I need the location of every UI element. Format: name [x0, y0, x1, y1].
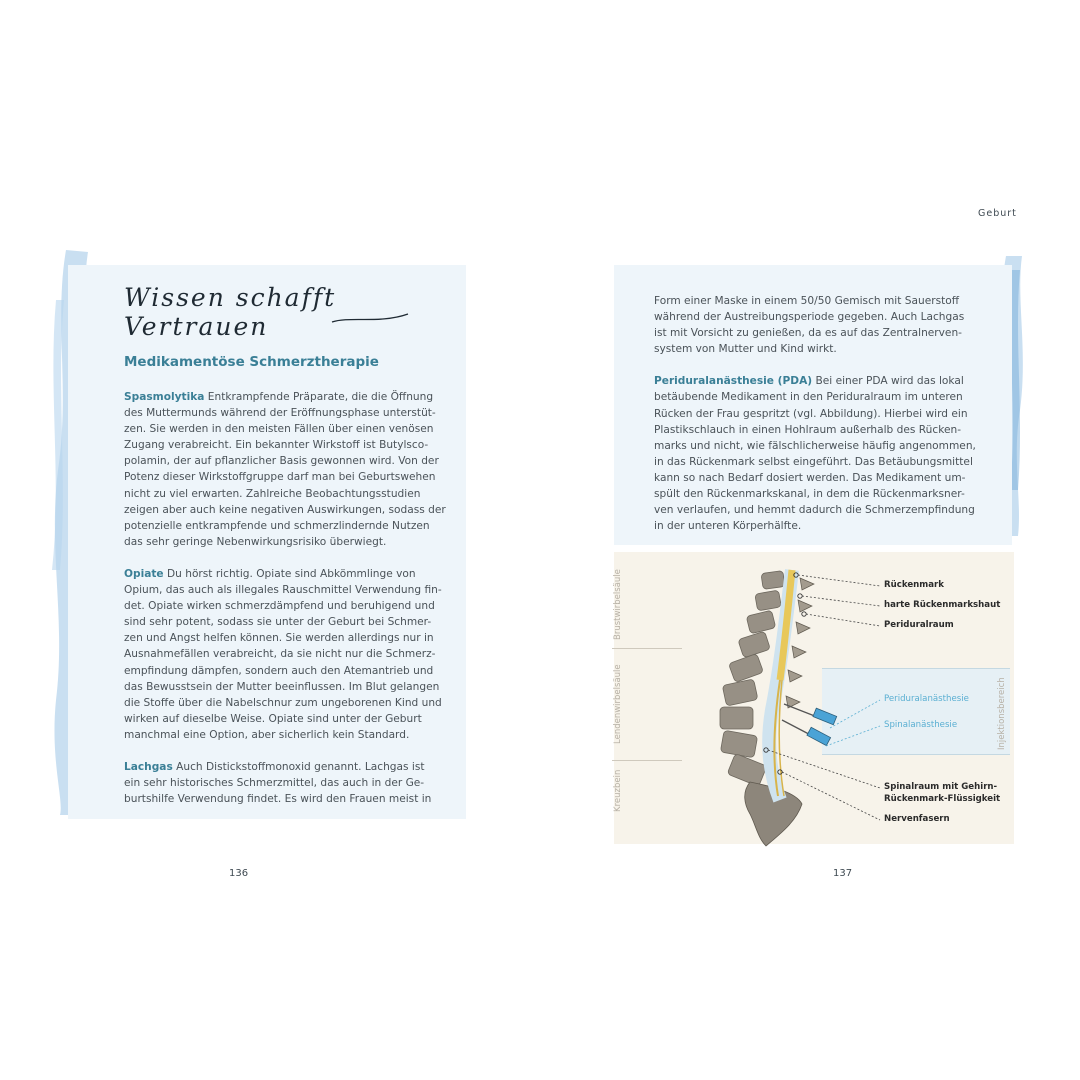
running-head: Geburt: [978, 208, 1017, 219]
text-line: das Bewusstsein der Mutter beeinflussen. Im Blut gelangen: [124, 680, 440, 693]
text-line: Entkrampfende Präparate, die die Öffnung: [204, 391, 434, 403]
label-lumbar-spine: Lendenwirbelsäule: [613, 664, 623, 744]
term-lachgas: Lachgas: [124, 760, 173, 773]
text-line: ein sehr historisches Schmerzmittel, das auch in der Ge-: [124, 777, 425, 790]
text-line: Auch Distickstoffmonoxid genannt. Lachgas ist: [172, 760, 425, 773]
term-opiate: Opiate: [124, 567, 164, 580]
label-epidural-space: Periduralraum: [884, 620, 954, 630]
page-number-right: 137: [833, 868, 853, 879]
label-spinal-anesthesia: Spinalanästhesie: [884, 720, 958, 730]
text-line: ven verlaufen, und hemmt dadurch die Schmerzempfindung: [654, 504, 975, 517]
text-line: kann so nach Bedarf dosiert werden. Das Medikament um-: [654, 471, 966, 484]
label-spinal-space-line: Spinalraum mit Gehirn-: [884, 782, 998, 792]
region-divider: [612, 760, 682, 761]
paragraph-pda: [654, 373, 974, 534]
section-heading: Medikamentöse Schmerztherapie: [124, 354, 379, 370]
text-line: spült den Rückenmarkskanal, in dem die Rückenmarksner-: [654, 488, 965, 501]
paragraph-lachgas-continued: [654, 293, 974, 357]
text-line: manchmal eine Option, aber sicherlich kein Standard.: [124, 728, 410, 741]
paragraph-opiate: [124, 566, 444, 743]
label-dura: harte Rückenmarkshaut: [884, 600, 1001, 610]
text-line: Opium, das auch als illegales Rauschmittel Verwendung fin-: [124, 584, 442, 597]
text-line: det. Opiate wirken schmerzdämpfend und beruhigend und: [124, 600, 435, 613]
text-line: Potenz dieser Wirkstoffgruppe darf man bei Geburtswehen: [124, 471, 436, 484]
text-line: in der unteren Körperhälfte.: [654, 520, 802, 533]
text-line: wirken auf dieselbe Weise. Opiate sind unter der Geburt: [124, 712, 422, 725]
text-line: während der Austreibungsperiode gegeben. Auch Lachgas: [654, 311, 965, 324]
text-line: betäubende Medikament in den Periduralraum im unteren: [654, 391, 963, 404]
label-sacrum: Kreuzbein: [613, 769, 623, 812]
region-divider: [612, 648, 682, 649]
text-line: Plastikschlauch in einen Hohlraum außerhalb des Rücken-: [654, 423, 962, 436]
text-line: Form einer Maske in einem 50/50 Gemisch mit Sauerstoff: [654, 295, 960, 307]
text-line: Ausnahmefällen verabreicht, da sie nicht nur die Schmerz-: [124, 648, 436, 661]
text-line: des Muttermunds während der Eröffnungsphase unterstüt-: [124, 407, 436, 420]
text-line: zeigen aber auch keine negativen Auswirkungen, sodass der: [124, 503, 446, 516]
right-text-column: [654, 293, 974, 550]
text-line: Du hörst richtig. Opiate sind Abkömmlinge von: [163, 567, 416, 580]
label-epidural-anesthesia: Periduralanästhesie: [884, 694, 969, 704]
text-line: empfindung dämpfen, sondern auch den Atemantrieb und: [124, 664, 434, 677]
leader-lines: [690, 560, 890, 840]
text-line: in das Rückenmark selbst eingeführt. Das Betäubungsmittel: [654, 455, 973, 468]
paragraph-lachgas: [124, 759, 444, 807]
label-spinal-space-line: Rückenmark-Flüssigkeit: [884, 793, 1001, 804]
paragraph-spasmolytika: [124, 389, 444, 550]
text-line: die Stoffe über die Nabelschnur zum ungeborenen Kind und: [124, 696, 442, 709]
label-thoracic-spine: Brustwirbelsäule: [613, 569, 623, 640]
text-line: system von Mutter und Kind wirkt.: [654, 343, 837, 356]
text-line: ist mit Vorsicht zu genießen, da es auf das Zentralnerven-: [654, 327, 962, 340]
page-number-left: 136: [229, 868, 249, 879]
label-nerve-fibers: Nervenfasern: [884, 814, 950, 824]
term-pda: Periduralanästhesie (PDA): [654, 375, 813, 388]
text-line: zen. Sie werden in den meisten Fällen über einen venösen: [124, 423, 434, 436]
left-text-column: [124, 389, 444, 823]
text-line: marks und nicht, wie fälschlicherweise häufig angenommen,: [654, 439, 976, 452]
text-line: Rücken der Frau gespritzt (vgl. Abbildung). Hierbei wird ein: [654, 407, 968, 420]
label-spinal-space: [884, 782, 1000, 805]
text-line: potenzielle entkrampfende und schmerzlindernde Nutzen: [124, 519, 430, 532]
text-line: das sehr geringe Nebenwirkungsrisiko überwiegt.: [124, 535, 387, 548]
term-spasmolytika: Spasmolytika: [124, 391, 205, 403]
text-line: polamin, der auf pflanzlicher Basis gewonnen wird. Von der: [124, 455, 439, 468]
text-line: Bei einer PDA wird das lokal: [812, 375, 964, 388]
text-line: burtshilfe Verwendung findet. Es wird den Frauen meist in: [124, 793, 432, 806]
title-underline-flourish: [330, 312, 410, 326]
label-spinal-cord: Rückenmark: [884, 580, 944, 590]
label-injection-area: Injektionsbereich: [997, 677, 1007, 750]
text-line: Zugang verabreicht. Ein bekannter Wirkstoff ist Butylsco-: [124, 439, 429, 452]
text-line: nicht zu viel erwarten. Zahlreiche Beobachtungsstudien: [124, 487, 421, 500]
text-line: sind sehr potent, sodass sie unter der Geburt bei Schmer-: [124, 616, 432, 629]
script-title: Wissen schafft Vertrauen: [124, 283, 337, 341]
text-line: zen und Angst helfen können. Sie werden allerdings nur in: [124, 632, 434, 645]
